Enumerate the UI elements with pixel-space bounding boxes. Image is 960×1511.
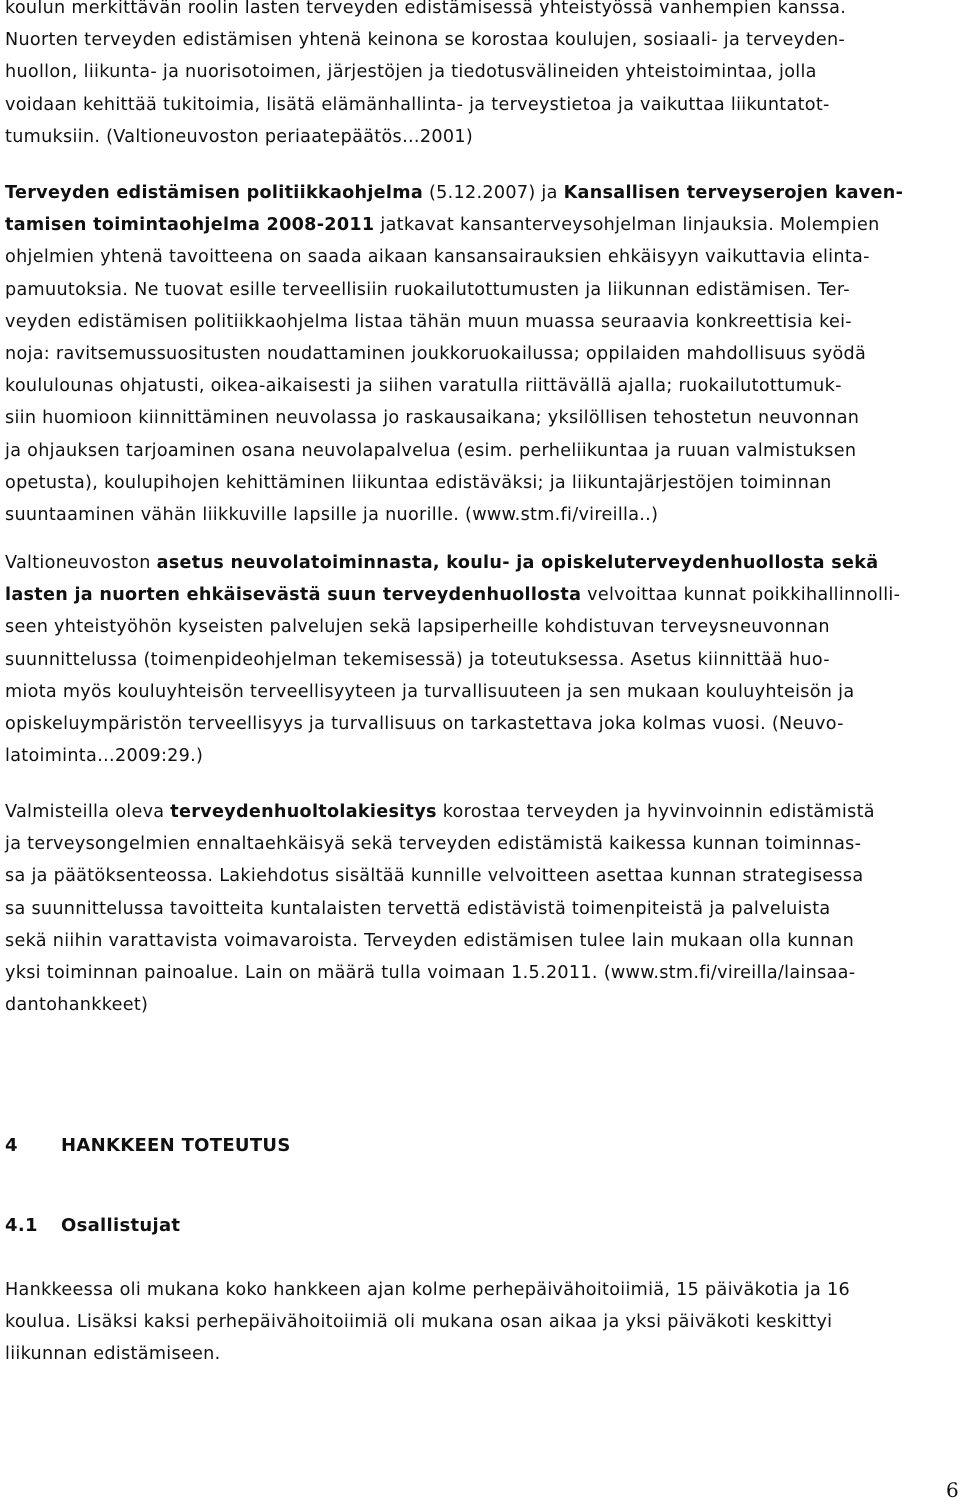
text-line: pamuutoksia. Ne tuovat esille terveellisiin ruokailutottumusten ja liikunnan edistämisen. Ter-	[5, 279, 850, 300]
text-line: opetusta), koulupihojen kehittäminen liikuntaa edistäväksi; ja liikuntajärjestöjen toiminnan	[5, 472, 832, 493]
bold-term: Kansallisen terveyserojen kaven-	[563, 183, 904, 203]
text-line	[5, 209, 903, 241]
valmisteilla-paragraph	[5, 796, 875, 1021]
section-number: 4	[5, 1135, 18, 1156]
text-line: latoiminta…2009:29.)	[5, 746, 204, 767]
bold-term: tamisen toimintaohjelma 2008-2011	[5, 215, 375, 236]
terveyden-paragraph	[5, 177, 903, 531]
inline-text: Valmisteilla oleva	[5, 802, 171, 822]
text-line: voidaan kehittää tukitoimia, lisätä elämänhallinta- ja terveystietoa ja vaikuttaa liikuntatot-	[5, 94, 830, 115]
valtioneuvosto-paragraph	[5, 547, 900, 772]
bold-term: lasten ja nuorten ehkäisevästä suun terveydenhuollosta	[5, 585, 582, 606]
bold-term: Terveyden edistämisen politiikkaohjelma	[5, 183, 424, 203]
text-line	[5, 177, 903, 209]
text-line	[5, 547, 900, 579]
text-line: sa suunnittelussa tavoitteita kuntalaisten tervettä edistävistä toimenpiteistä ja palveluista	[5, 898, 831, 919]
text-line: sa ja päätöksenteossa. Lakiehdotus sisältää kunnille velvoitteen asettaa kunnan strategisessa	[5, 866, 864, 887]
inline-text: Valtioneuvoston	[5, 553, 157, 573]
text-line: koulua. Lisäksi kaksi perhepäivähoitoiimiä oli mukana osan aikaa ja yksi päiväkoti keskittyi	[5, 1312, 833, 1333]
inline-text: jatkavat kansanterveysohjelman linjauksia. Molempien	[374, 215, 880, 236]
text-line: suunnittelussa (toimenpideohjelman tekemisessä) ja toteutuksessa. Asetus kiinnittää huo-	[5, 649, 830, 670]
text-line: sekä niihin varattavista voimavaroista. Terveyden edistämisen tulee lain mukaan olla kunnan	[5, 930, 855, 951]
text-line: huollon, liikunta- ja nuorisotoimen, järjestöjen ja tiedotusvälineiden yhteistoimintaa, jolla	[5, 62, 817, 83]
subsection-title: Osallistujat	[61, 1215, 181, 1236]
text-line: ohjelmien yhtenä tavoitteena on saada aikaan kansansairauksien ehkäisyyn vaikuttavia elinta-	[5, 247, 870, 268]
text-line: liikunnan edistämiseen.	[5, 1344, 221, 1365]
text-line: Nuorten terveyden edistämisen yhtenä keinona se korostaa koulujen, sosiaali- ja terveyden-	[5, 30, 846, 51]
text-line: veyden edistämisen politiikkaohjelma listaa tähän muun muassa seuraavia konkreettisia kei-	[5, 311, 852, 332]
text-line: dantohankkeet)	[5, 995, 149, 1016]
bold-term: terveydenhuoltolakiesitys	[170, 802, 437, 822]
intro-paragraph	[5, 0, 846, 153]
section-title: HANKKEEN TOTEUTUS	[61, 1135, 291, 1156]
hankkeessa-paragraph	[5, 1274, 850, 1371]
text-line: tumuksiin. (Valtioneuvoston periaatepäätös…2001)	[5, 126, 474, 147]
text-line: siin huomioon kiinnittäminen neuvolassa jo raskausaikana; yksilöllisen tehostetun neuvonnan	[5, 408, 860, 429]
text-line: Hankkeessa oli mukana koko hankkeen ajan kolme perhepäivähoitoiimiä, 15 päiväkotia ja 16	[5, 1280, 851, 1300]
subsection-number: 4.1	[5, 1215, 38, 1236]
text-line: suuntaaminen vähän liikkuville lapsille ja nuorille. (www.stm.fi/vireilla..)	[5, 504, 659, 525]
inline-text: velvoittaa kunnat poikkihallinnolli-	[581, 585, 901, 606]
bold-term: asetus neuvolatoiminnasta, koulu- ja opiskeluterveydenhuollosta sekä	[156, 553, 879, 573]
text-line: ja ohjauksen tarjoaminen osana neuvolapalvelua (esim. perheliikuntaa ja ruuan valmistuksen	[5, 440, 857, 461]
text-line: miota myös kouluyhteisön terveellisyyteen ja turvallisuuteen ja sen mukaan kouluyhteisön ja	[5, 681, 855, 702]
text-line: ja terveysongelmien ennaltaehkäisyä sekä terveyden edistämistä kaikessa kunnan toiminnas-	[5, 834, 862, 855]
text-line: yksi toiminnan painoalue. Lain on määrä tulla voimaan 1.5.2011. (www.stm.fi/vireilla/lainsaa-	[5, 962, 856, 983]
page-number: 6	[946, 1478, 960, 1502]
text-line: noja: ravitsemussuositusten noudattaminen joukkoruokailussa; oppilaiden mahdollisuus syödä	[5, 343, 867, 364]
text-line: seen yhteistyöhön kyseisten palvelujen sekä lapsiperheille kohdistuvan terveysneuvonnan	[5, 617, 830, 638]
text-line	[5, 579, 900, 611]
subsection-heading	[5, 1215, 180, 1236]
text-line	[5, 796, 875, 828]
inline-text: korostaa terveyden ja hyvinvoinnin edistämistä	[436, 802, 875, 822]
text-line: koululounas ohjatusti, oikea-aikaisesti ja siihen varatulla riittävällä ajalla; ruokailutottumuk-	[5, 376, 842, 397]
text-line: koulun merkittävän roolin lasten terveyden edistämisessä yhteistyössä vanhempien kanssa.	[5, 0, 847, 18]
section-heading	[5, 1135, 291, 1156]
text-line: opiskeluympäristön terveellisyys ja turvallisuus on tarkastettava joka kolmas vuosi. (Neuvo-	[5, 713, 844, 734]
inline-text: (5.12.2007) ja	[423, 183, 564, 203]
